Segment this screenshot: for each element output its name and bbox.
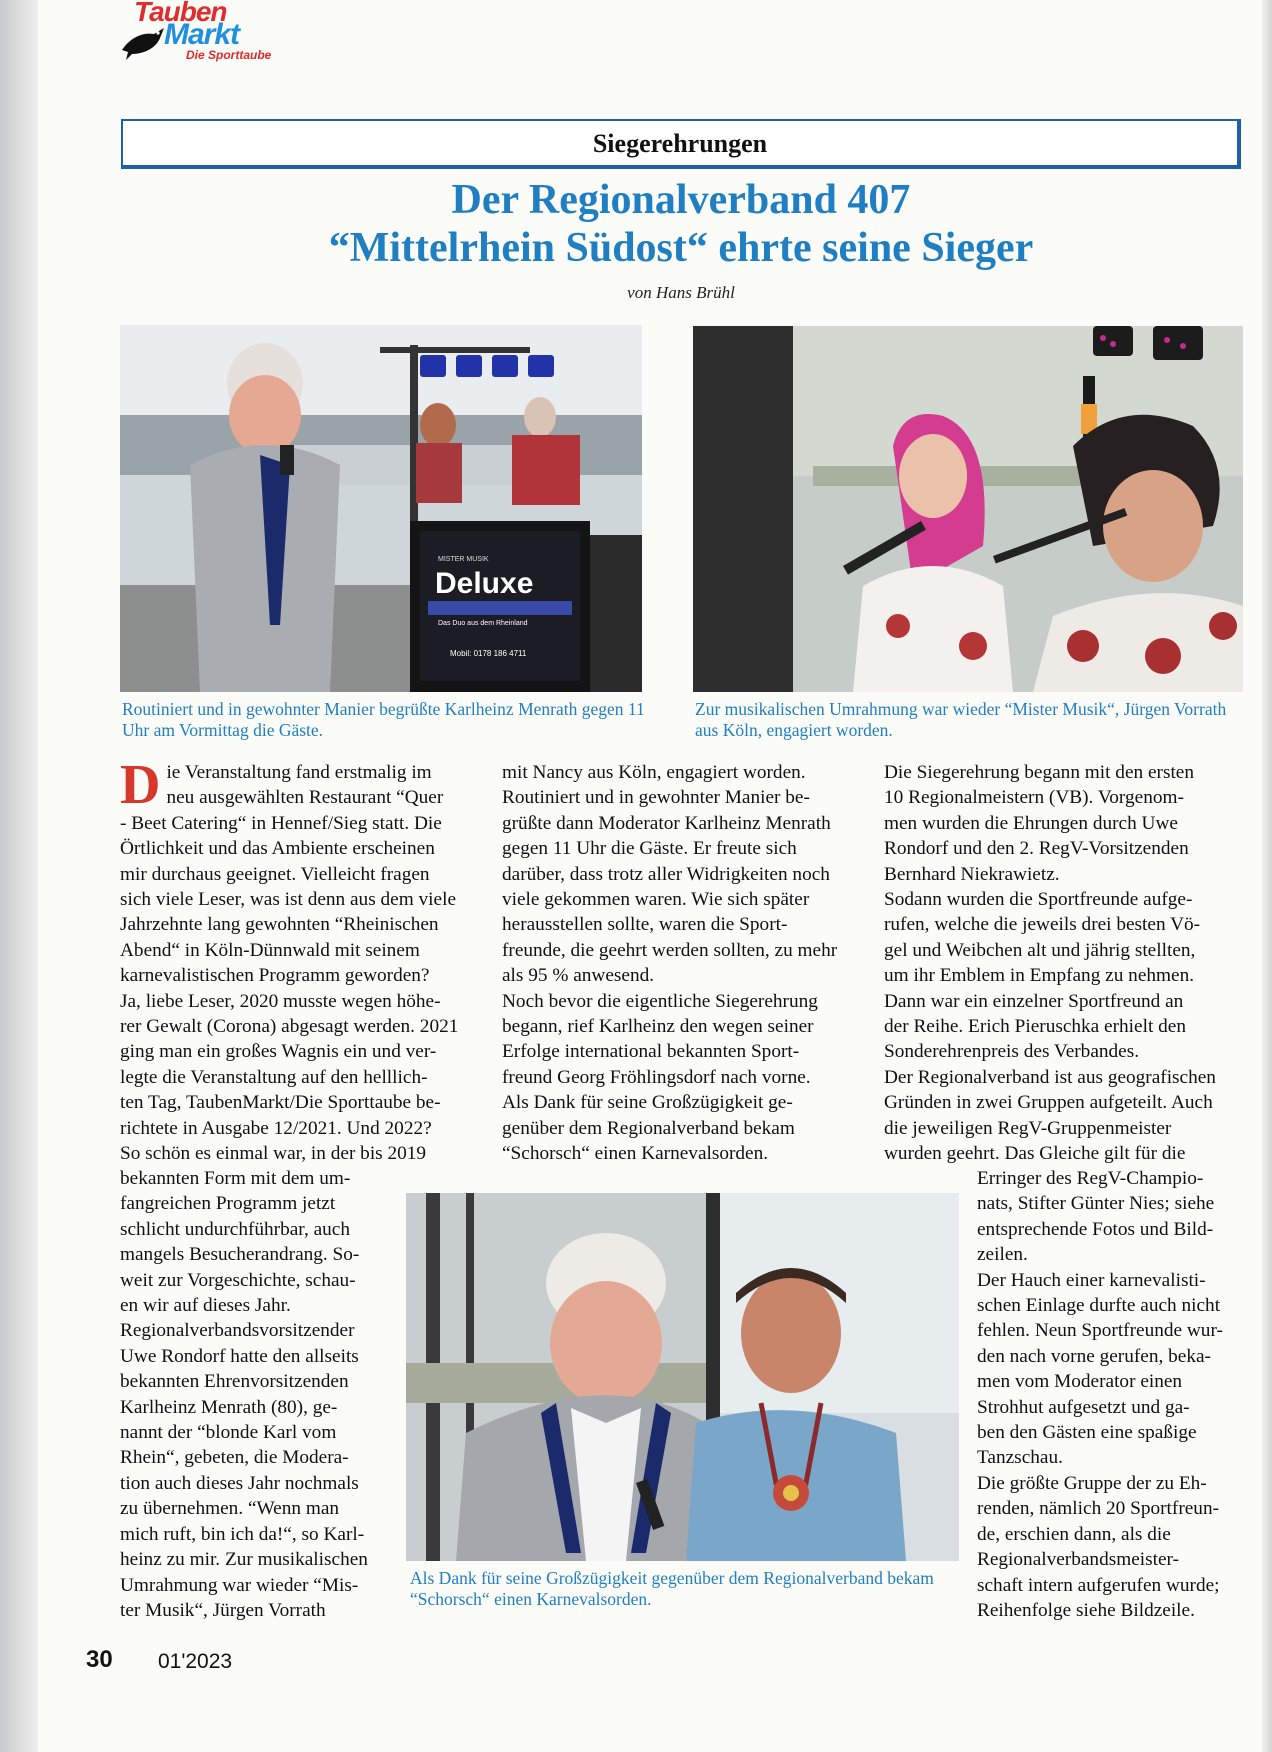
column-3-line: 10 Regionalmeistern (VB). Vorgenom- — [884, 787, 1184, 809]
binding-shadow — [0, 0, 38, 1752]
column-2-line: Erfolge international bekannten Sport- — [502, 1041, 800, 1063]
column-1-narrow-line: weit zur Vorgeschichte, schau- — [120, 1269, 356, 1291]
column-2-line: grüßte dann Moderator Karlheinz Menrath — [502, 812, 831, 834]
column-1-line: legte die Veranstaltung auf den helllich- — [120, 1066, 428, 1088]
column-1-narrow-line: schlicht undurchführbar, auch — [120, 1218, 350, 1240]
column-1-line: Abend“ in Köln-Dünnwald mit seinem — [120, 939, 420, 961]
article-column-1-narrow — [120, 1166, 390, 1623]
page-number: 30 — [86, 1646, 113, 1673]
photo-award — [406, 1193, 959, 1561]
caption-photo-2: Zur musikalischen Umrahmung war wieder “Mister Musik“, Jürgen Vorrath aus Köln, engagiert worden. — [695, 699, 1227, 740]
column-3-line: Sonderehrenpreis des Verbandes. — [884, 1041, 1140, 1063]
column-3-line: Gründen in zwei Gruppen aufgeteilt. Auch — [884, 1092, 1213, 1114]
column-1-narrow-line: fangreichen Programm jetzt — [120, 1193, 336, 1215]
sign-phone: Mobil: 0178 186 4711 — [450, 649, 527, 658]
column-2-line: freunde, die geehrt werden sollten, zu mehr — [502, 939, 838, 961]
column-1-narrow-line: Uwe Rondorf hatte den allseits — [120, 1345, 359, 1367]
byline: von Hans Brühl — [627, 283, 735, 302]
column-1-narrow-line: Umrahmung war wieder “Mis- — [120, 1574, 359, 1596]
column-1-line: neu ausgewählten Restaurant “Quer — [166, 787, 444, 809]
column-2-line: mit Nancy aus Köln, engagiert worden. — [502, 762, 806, 783]
column-3-line: Die Siegerehrung begann mit den ersten — [884, 762, 1195, 783]
headline-line-1: Der Regionalverband 407 — [451, 177, 911, 223]
column-2-line: darüber, dass trotz aller Widrigkeiten noch — [502, 863, 830, 885]
column-3-narrow-line: de, erschien dann, als die — [977, 1523, 1171, 1545]
section-title: Siegerehrungen — [592, 129, 768, 158]
column-1-line: sich viele Leser, was ist denn aus dem viele — [120, 889, 457, 911]
column-2-line: “Schorsch“ einen Karnevalsorden. — [502, 1143, 769, 1165]
photo-moderator — [120, 325, 642, 692]
column-1-narrow-line: tion auch dieses Jahr nochmals — [120, 1472, 359, 1494]
sign-top: MISTER MUSIK — [438, 556, 489, 563]
logo-tagline: Die Sporttaube — [186, 48, 272, 62]
column-3-line: Bernhard Niekrawietz. — [884, 863, 1060, 885]
column-3-line: Sodann wurden die Sportfreunde aufge- — [884, 889, 1193, 911]
column-2-line: genüber dem Regionalverband bekam — [502, 1117, 795, 1139]
column-3-narrow-line: ben den Gästen eine spaßige — [977, 1422, 1197, 1444]
column-3-line: Dann war ein einzelner Sportfreund an — [884, 990, 1184, 1012]
column-1-narrow-line: Karlheinz Menrath (80), ge- — [120, 1396, 338, 1418]
article-column-1 — [120, 754, 482, 1167]
column-3-narrow-line: Der Hauch einer karnevalisti- — [977, 1269, 1206, 1291]
column-1-narrow-line: mich ruft, bin ich da!“, so Karl- — [120, 1523, 365, 1545]
taubenmarkt-logo — [120, 0, 280, 70]
column-1-narrow-line: nannt der “blonde Karl vom — [120, 1422, 337, 1444]
column-1-line: mir durchaus geeignet. Vielleicht fragen — [120, 863, 430, 885]
article-column-2 — [502, 760, 864, 1167]
issue-date: 01'2023 — [158, 1650, 233, 1673]
column-3-narrow-line: Erringer des RegV-Champio- — [977, 1168, 1204, 1189]
column-1-line: - Beet Catering“ in Hennef/Sieg statt. Die — [120, 812, 442, 834]
column-2-text — [502, 760, 864, 1167]
column-3-line: wurden geehrt. Das Gleiche gilt für die — [884, 1143, 1186, 1165]
column-1-line: So schön es einmal war, in der bis 2019 — [120, 1143, 427, 1165]
column-2-line: herausstellen sollte, waren die Sport- — [502, 914, 788, 936]
column-3-line: Rondorf und den 2. RegV-Vorsitzenden — [884, 838, 1189, 860]
column-3-narrow-line: entsprechende Fotos und Bild- — [977, 1218, 1214, 1240]
column-2-line: viele gekommen waren. Wie sich später — [502, 889, 810, 911]
caption-photo-1: Routiniert und in gewohnter Manier begrüßte Karlheinz Menrath gegen 11 Uhr am Vormittag die Gäste. — [122, 699, 645, 740]
column-3-narrow-line: den nach vorne gerufen, beka- — [977, 1345, 1211, 1367]
column-1-line: rer Gewalt (Corona) abgesagt werden. 2021 — [120, 1016, 459, 1038]
column-3-narrow-line: men vom Moderator einen — [977, 1371, 1183, 1393]
column-3-line: die jeweiligen RegV-Gruppenmeister — [884, 1117, 1172, 1139]
sign-brand: Deluxe — [435, 567, 534, 600]
column-1-narrow-line: Regionalverbandsvorsitzender — [120, 1320, 355, 1342]
logo-line-2: Markt — [164, 18, 240, 51]
drop-cap: D — [120, 754, 161, 816]
column-3-narrow-text — [977, 1166, 1244, 1623]
column-2-line: gegen 11 Uhr die Gäste. Er freute sich — [502, 838, 797, 860]
headline — [121, 176, 1241, 272]
column-1-line: Jahrzehnte lang gewohnten “Rheinischen — [120, 914, 439, 936]
column-1-narrow-line: ter Musik“, Jürgen Vorrath — [120, 1599, 326, 1621]
column-3-line: Der Regionalverband ist aus geografischen — [884, 1066, 1216, 1088]
column-1-line: ie Veranstaltung fand erstmalig im — [166, 762, 432, 783]
column-3-narrow-line: zeilen. — [977, 1244, 1028, 1266]
sign-sub: Das Duo aus dem Rheinland — [438, 620, 528, 627]
column-3-narrow-line: schaft intern aufgerufen wurde; — [977, 1574, 1220, 1596]
column-3-line: rufen, welche die jeweils drei besten Vö- — [884, 914, 1201, 936]
column-3-narrow-line: schen Einlage durfte auch nicht — [977, 1295, 1221, 1317]
column-1-narrow-text — [120, 1166, 390, 1623]
column-3-narrow-line: Strohhut aufgesetzt und ga- — [977, 1396, 1190, 1418]
article-column-3 — [884, 760, 1244, 1167]
photo-musicians — [693, 326, 1243, 692]
column-3-line: men wurden die Ehrungen durch Uwe — [884, 812, 1178, 834]
column-1-line: Örtlichkeit und das Ambiente erscheinen — [120, 838, 435, 860]
column-1-narrow-line: Rhein“, gebeten, die Modera- — [120, 1447, 349, 1469]
column-1-line: Ja, liebe Leser, 2020 musste wegen höhe- — [120, 990, 441, 1012]
article-column-3-narrow — [977, 1166, 1244, 1623]
column-3-text — [884, 760, 1244, 1167]
column-2-line: Als Dank für seine Großzügigkeit ge- — [502, 1092, 793, 1114]
column-3-line: der Reihe. Erich Pieruschka erhielt den — [884, 1016, 1186, 1038]
page-edge — [1262, 0, 1272, 1752]
column-3-narrow-line: Die größte Gruppe der zu Eh- — [977, 1472, 1207, 1494]
column-2-line: Routiniert und in gewohnter Manier be- — [502, 787, 810, 809]
column-2-line: als 95 % anwesend. — [502, 965, 655, 987]
column-1-narrow-line: en wir auf dieses Jahr. — [120, 1295, 291, 1317]
headline-line-2: “Mittelrhein Südost“ ehrte seine Sieger — [328, 225, 1034, 271]
caption-photo-3: Als Dank für seine Großzügigkeit gegenüber dem Regionalverband bekam “Schorsch“ einen Karnevalsorden. — [410, 1568, 934, 1609]
column-3-narrow-line: renden, nämlich 20 Sportfreun- — [977, 1498, 1220, 1520]
section-header — [121, 119, 1241, 169]
column-1-line: richtete in Ausgabe 12/2021. Und 2022? — [120, 1117, 432, 1139]
logo-line-1: Tauben — [134, 0, 227, 27]
column-3-narrow-line: Regionalverbandsmeister- — [977, 1549, 1180, 1571]
column-1-narrow-line: mangels Besucherandrang. So- — [120, 1244, 360, 1266]
column-1-narrow-line: heinz zu mir. Zur musikalischen — [120, 1549, 368, 1571]
column-1-line: karnevalistischen Programm geworden? — [120, 965, 430, 987]
column-3-narrow-line: nats, Stifter Günter Nies; siehe — [977, 1193, 1215, 1215]
column-1-line: ten Tag, TaubenMarkt/Die Sporttaube be- — [120, 1092, 441, 1114]
column-3-line: gel und Weibchen alt und jährig stellten, — [884, 939, 1196, 961]
column-1-line: ging man ein großes Wagnis ein und ver- — [120, 1041, 437, 1063]
column-3-line: um ihr Emblem in Empfang zu nehmen. — [884, 965, 1195, 987]
column-1-lines — [120, 754, 482, 1167]
column-1-narrow-line: bekannten Form mit dem um- — [120, 1168, 351, 1189]
column-3-narrow-line: fehlen. Neun Sportfreunde wur- — [977, 1320, 1223, 1342]
column-2-line: Noch bevor die eigentliche Siegerehrung — [502, 990, 818, 1012]
column-2-line: freund Georg Fröhlingsdorf nach vorne. — [502, 1066, 811, 1088]
column-1-text — [120, 754, 482, 1167]
column-1-narrow-line: bekannten Ehrenvorsitzenden — [120, 1371, 349, 1393]
column-3-narrow-line: Tanzschau. — [977, 1447, 1063, 1469]
column-1-narrow-line: zu übernehmen. “Wenn man — [120, 1498, 340, 1520]
column-3-narrow-line: Reihenfolge siehe Bildzeile. — [977, 1599, 1195, 1621]
column-2-line: begann, rief Karlheinz den wegen seiner — [502, 1016, 814, 1038]
